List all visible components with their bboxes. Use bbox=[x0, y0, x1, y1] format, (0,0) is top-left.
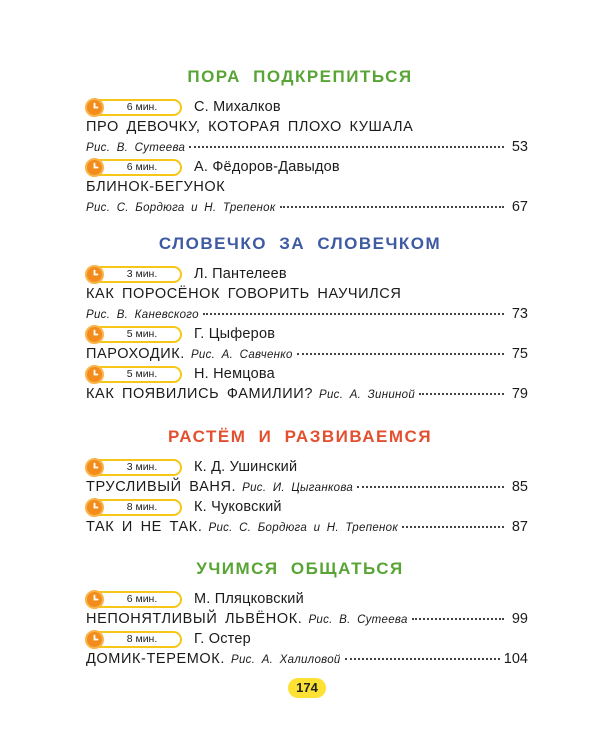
reading-time-badge bbox=[86, 266, 182, 283]
clock-icon bbox=[85, 590, 104, 609]
illustrator: Рис. А. Зининой bbox=[319, 389, 416, 401]
page-ref: 87 bbox=[511, 519, 528, 535]
page-ref: 73 bbox=[511, 306, 528, 322]
story-title: КАК ПОЯВИЛИСЬ ФАМИЛИИ? bbox=[86, 386, 313, 402]
dot-leader bbox=[402, 526, 504, 528]
section-title: РАСТЁМ И РАЗВИВАЕМСЯ bbox=[167, 427, 433, 446]
story-title: ТАК И НЕ ТАК. bbox=[86, 519, 203, 535]
author-name: Г. Цыферов bbox=[194, 326, 276, 342]
toc-entry[interactable] bbox=[86, 629, 528, 669]
toc-entry[interactable] bbox=[86, 457, 528, 497]
section-uchimsya bbox=[0, 558, 600, 669]
clock-icon bbox=[85, 458, 104, 477]
toc-entry[interactable] bbox=[86, 324, 528, 364]
page-number-badge: 174 bbox=[288, 678, 326, 698]
story-title: БЛИНОК-БЕГУНОК bbox=[86, 179, 226, 195]
author-name: С. Михалков bbox=[194, 99, 281, 115]
dot-leader bbox=[189, 146, 504, 148]
page-ref: 67 bbox=[511, 199, 528, 215]
author-name: К. Чуковский bbox=[194, 499, 282, 515]
toc-entry[interactable] bbox=[86, 157, 528, 217]
section-pora-podkrepitsya bbox=[0, 66, 600, 217]
story-title: КАК ПОРОСЁНОК ГОВОРИТЬ НАУЧИЛСЯ bbox=[86, 286, 402, 302]
section-rastyom bbox=[0, 426, 600, 537]
toc-entry[interactable] bbox=[86, 589, 528, 629]
illustrator: Рис. В. Сутеева bbox=[308, 614, 408, 626]
reading-time: 6 мин. bbox=[126, 160, 158, 173]
dot-leader bbox=[419, 393, 504, 395]
dot-leader bbox=[297, 353, 504, 355]
reading-time: 5 мин. bbox=[126, 327, 158, 340]
dot-leader bbox=[412, 618, 504, 620]
illustrator: Рис. В. Каневского bbox=[86, 309, 199, 321]
page-ref: 75 bbox=[511, 346, 528, 362]
page-ref: 104 bbox=[503, 651, 528, 667]
reading-time-badge bbox=[86, 591, 182, 608]
author-name: А. Фёдоров-Давыдов bbox=[194, 159, 340, 175]
clock-icon bbox=[85, 498, 104, 517]
reading-time: 3 мин. bbox=[126, 267, 158, 280]
clock-icon bbox=[85, 325, 104, 344]
dot-leader bbox=[357, 486, 504, 488]
reading-time-badge bbox=[86, 459, 182, 476]
reading-time: 8 мин. bbox=[126, 632, 158, 645]
toc-entry[interactable] bbox=[86, 97, 528, 157]
reading-time-badge bbox=[86, 366, 182, 383]
illustrator: Рис. И. Цыганкова bbox=[242, 482, 354, 494]
toc-entry[interactable] bbox=[86, 264, 528, 324]
page-ref: 53 bbox=[511, 139, 528, 155]
illustrator: Рис. С. Бордюга и Н. Трепенок bbox=[208, 522, 399, 534]
clock-icon bbox=[85, 630, 104, 649]
section-title: ПОРА ПОДКРЕПИТЬСЯ bbox=[187, 67, 413, 86]
toc-entry[interactable] bbox=[86, 497, 528, 537]
story-title: НЕПОНЯТЛИВЫЙ ЛЬВЁНОК. bbox=[86, 611, 303, 627]
reading-time-badge bbox=[86, 631, 182, 648]
author-name: Л. Пантелеев bbox=[194, 266, 287, 282]
author-name: Н. Немцова bbox=[194, 366, 275, 382]
story-title: ПРО ДЕВОЧКУ, КОТОРАЯ ПЛОХО КУШАЛА bbox=[86, 119, 414, 135]
reading-time-badge bbox=[86, 326, 182, 343]
story-title: ПАРОХОДИК. bbox=[86, 346, 185, 362]
reading-time-badge bbox=[86, 159, 182, 176]
clock-icon bbox=[85, 365, 104, 384]
illustrator: Рис. С. Бордюга и Н. Трепенок bbox=[86, 202, 276, 214]
page-ref: 99 bbox=[511, 611, 528, 627]
section-slovechko bbox=[0, 233, 600, 404]
reading-time: 8 мин. bbox=[126, 500, 158, 513]
clock-icon bbox=[85, 265, 104, 284]
author-name: М. Пляцковский bbox=[194, 591, 304, 607]
clock-icon bbox=[85, 98, 104, 117]
author-name: К. Д. Ушинский bbox=[194, 459, 298, 475]
section-title: УЧИМСЯ ОБЩАТЬСЯ bbox=[196, 559, 404, 578]
page-ref: 79 bbox=[511, 386, 528, 402]
reading-time-badge bbox=[86, 499, 182, 516]
illustrator: Рис. В. Сутеева bbox=[86, 142, 186, 154]
reading-time: 5 мин. bbox=[126, 367, 158, 380]
toc-entry[interactable] bbox=[86, 364, 528, 404]
dot-leader bbox=[280, 206, 504, 208]
clock-icon bbox=[85, 158, 104, 177]
story-title: ТРУСЛИВЫЙ ВАНЯ. bbox=[86, 479, 237, 495]
page-ref: 85 bbox=[511, 479, 528, 495]
reading-time: 6 мин. bbox=[126, 592, 158, 605]
story-title: ДОМИК-ТЕРЕМОК. bbox=[86, 651, 225, 667]
dot-leader bbox=[203, 313, 504, 315]
reading-time: 3 мин. bbox=[126, 460, 158, 473]
section-title: СЛОВЕЧКО ЗА СЛОВЕЧКОМ bbox=[158, 234, 442, 253]
illustrator: Рис. А. Халиловой bbox=[230, 654, 341, 666]
illustrator: Рис. А. Савченко bbox=[190, 349, 293, 361]
author-name: Г. Остер bbox=[194, 631, 251, 647]
reading-time: 6 мин. bbox=[126, 100, 158, 113]
reading-time-badge bbox=[86, 99, 182, 116]
dot-leader bbox=[345, 658, 500, 660]
